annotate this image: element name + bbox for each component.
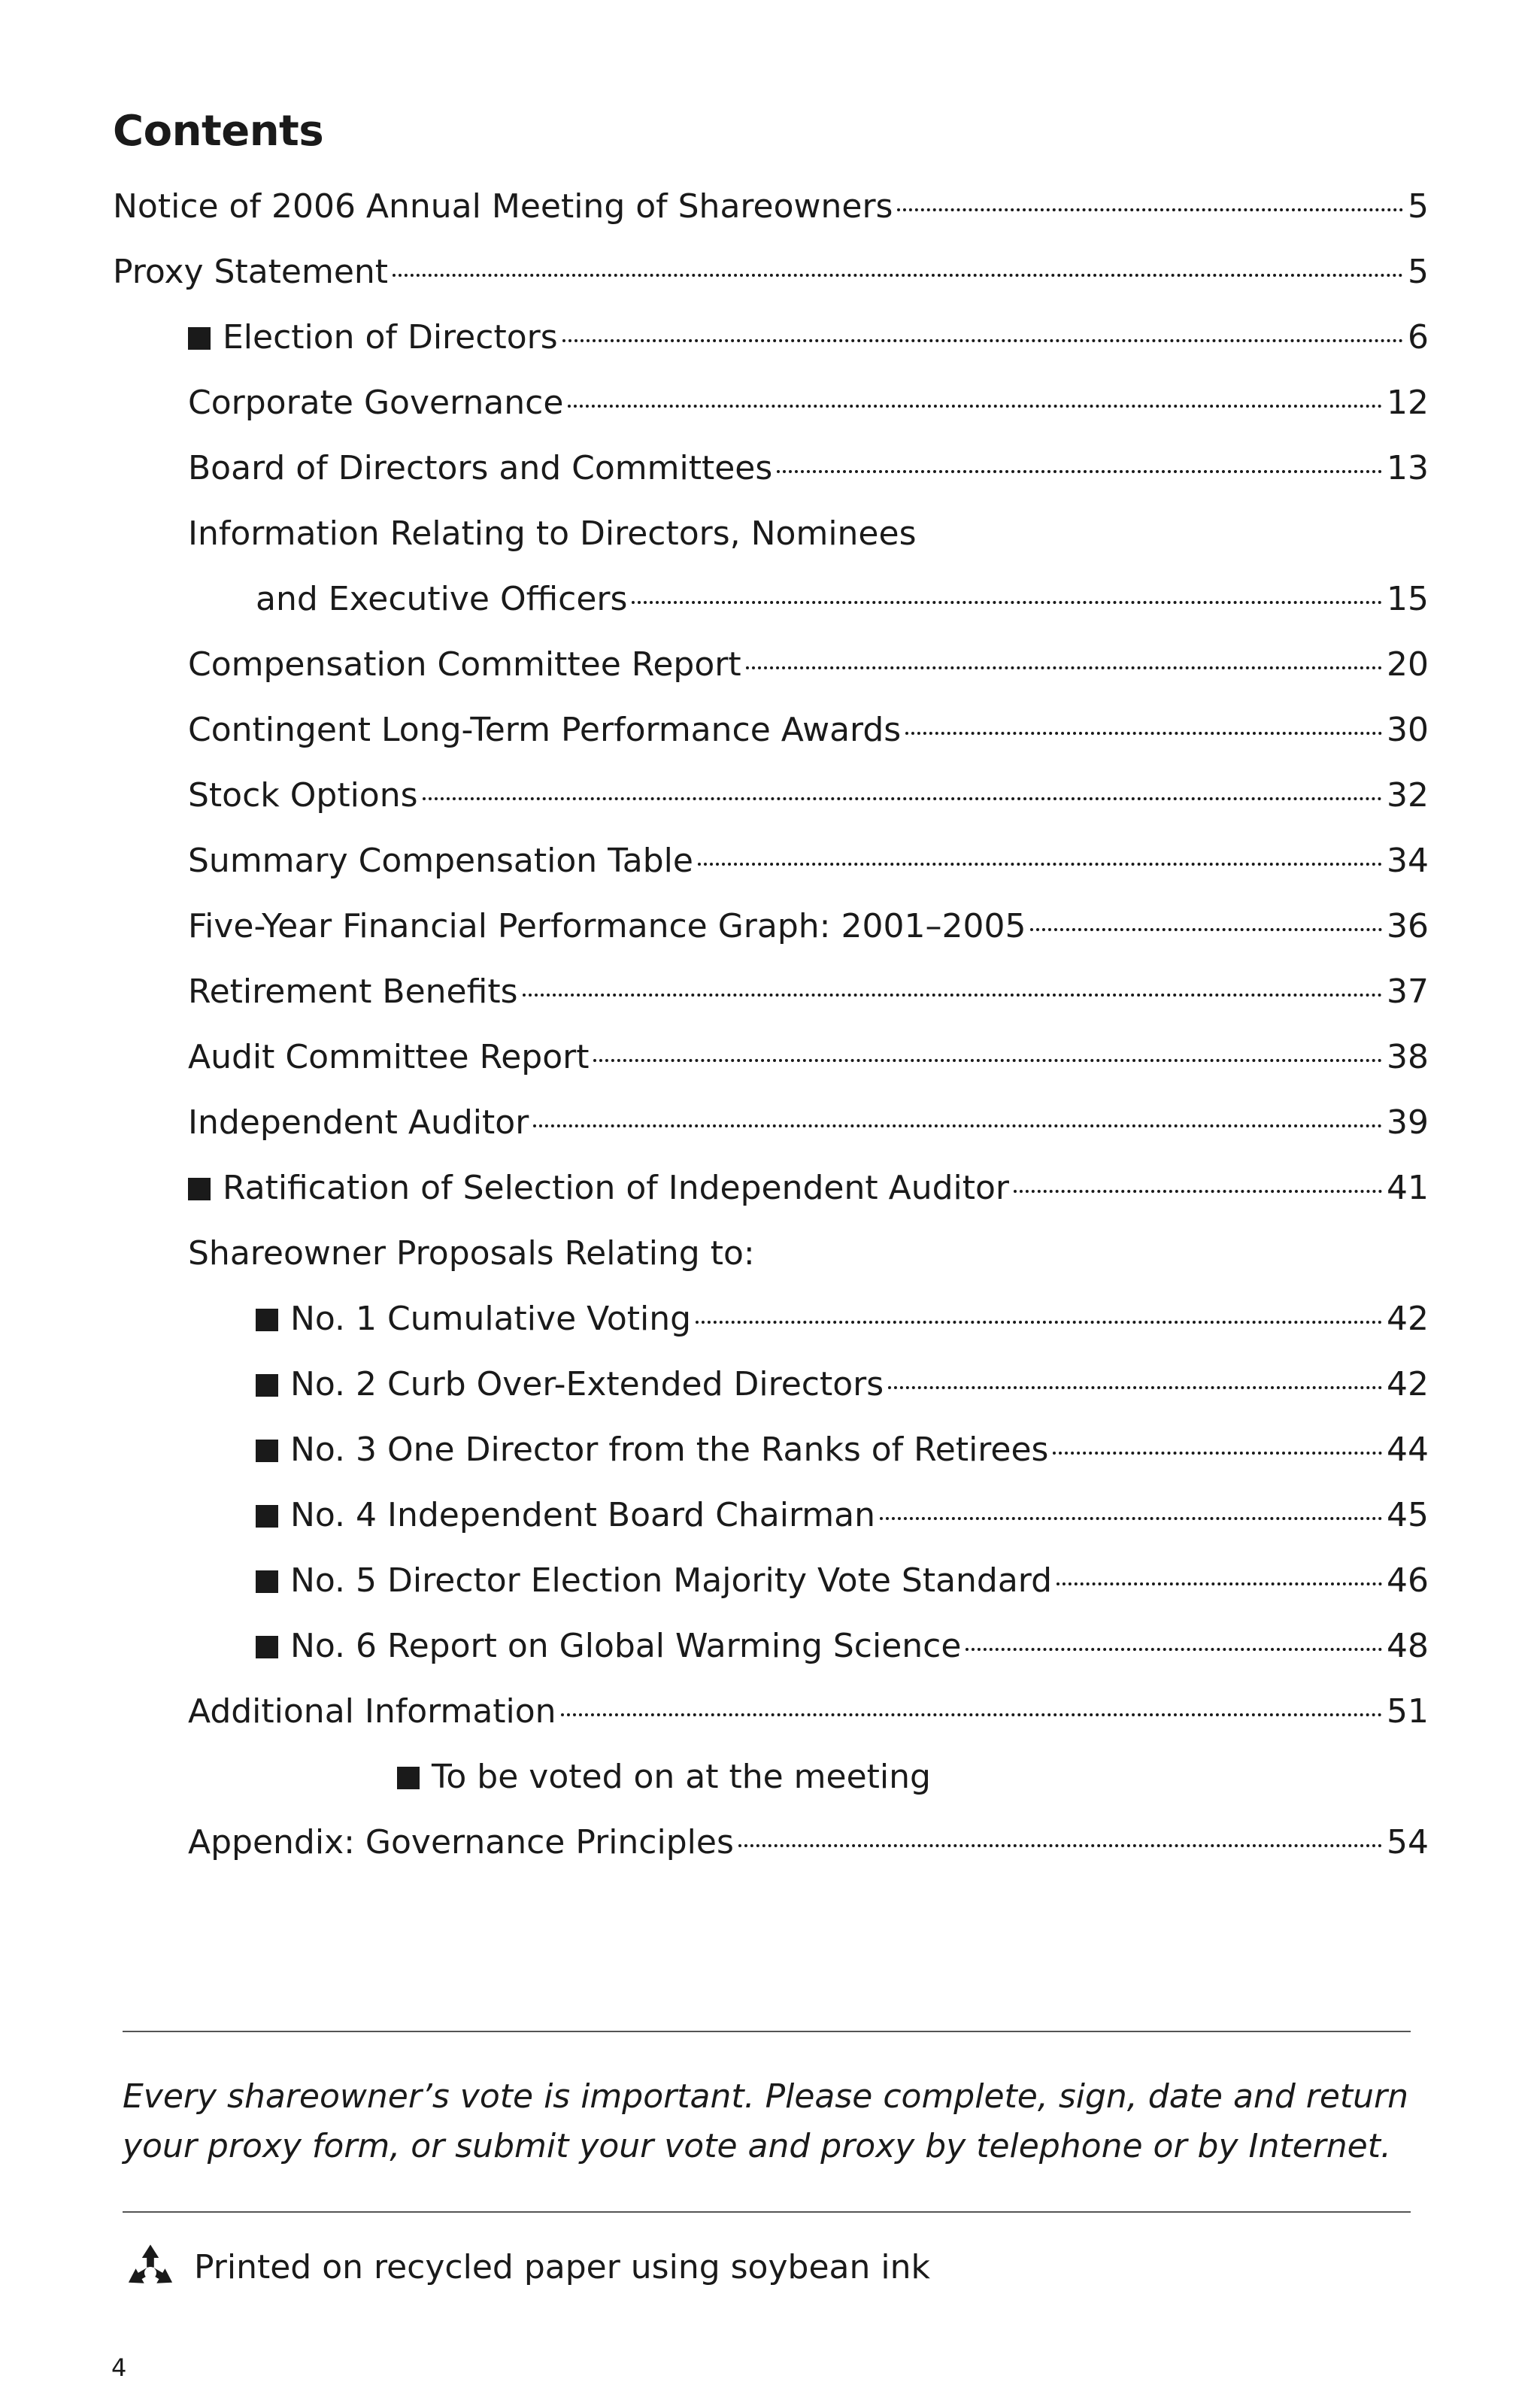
toc-entry-page: 41 xyxy=(1387,1169,1429,1207)
toc-entry-label: Retirement Benefits xyxy=(188,972,518,1011)
toc-entry[interactable] xyxy=(256,1489,1429,1542)
toc-entry-label: No. 4 Independent Board Chairman xyxy=(290,1496,876,1534)
recycle-icon xyxy=(120,2240,180,2300)
toc-entry-label: Independent Auditor xyxy=(188,1103,529,1142)
square-bullet-icon xyxy=(188,327,211,350)
toc-entry-label: Board of Directors and Committees xyxy=(188,449,773,487)
toc-entry-page: 42 xyxy=(1387,1365,1429,1403)
square-bullet-icon xyxy=(397,1767,420,1789)
toc-entry[interactable] xyxy=(188,1816,1429,1869)
toc-entry-label: No. 3 One Director from the Ranks of Retirees xyxy=(290,1431,1049,1469)
toc-entry-label: Contingent Long-Term Performance Awards xyxy=(188,711,902,749)
dot-leader xyxy=(905,732,1382,735)
toc-entry-label: Audit Committee Report xyxy=(188,1038,590,1076)
toc-entry-page: 12 xyxy=(1387,384,1429,422)
toc-entry-label: Proxy Statement xyxy=(113,253,389,291)
toc-entry[interactable] xyxy=(188,704,1429,757)
recycled-paper-note: Printed on recycled paper using soybean ink xyxy=(194,2248,930,2286)
dot-leader xyxy=(696,1321,1382,1324)
toc-entry[interactable] xyxy=(113,246,1429,299)
toc-entry-page: 5 xyxy=(1408,187,1429,226)
toc-entry-page: 42 xyxy=(1387,1300,1429,1338)
square-bullet-icon xyxy=(256,1636,278,1658)
toc-entry[interactable] xyxy=(113,181,1429,233)
toc-entry[interactable] xyxy=(256,1293,1429,1346)
toc-entry[interactable] xyxy=(188,639,1429,691)
toc-entry[interactable] xyxy=(256,1620,1429,1673)
toc-entry-label: Five-Year Financial Performance Graph: 2001–2005 xyxy=(188,907,1026,945)
toc-entry-page: 34 xyxy=(1387,842,1429,880)
page-title: Contents xyxy=(113,107,324,156)
toc-entry[interactable] xyxy=(256,1358,1429,1411)
toc-entry[interactable] xyxy=(188,1685,1429,1738)
vote-notice xyxy=(123,2072,1416,2171)
toc-entry[interactable] xyxy=(256,573,1429,626)
toc-entry xyxy=(188,1227,1429,1280)
toc-entry[interactable] xyxy=(256,1555,1429,1607)
toc-entry[interactable] xyxy=(188,311,1429,364)
toc-entry[interactable] xyxy=(188,1097,1429,1149)
toc-entry xyxy=(188,508,1429,560)
toc-entry-page: 38 xyxy=(1387,1038,1429,1076)
toc-entry-label: No. 2 Curb Over-Extended Directors xyxy=(290,1365,884,1403)
toc-entry-label: Summary Compensation Table xyxy=(188,842,693,880)
toc-entry-label: Corporate Governance xyxy=(188,384,564,422)
dot-leader xyxy=(523,994,1383,997)
toc-entry-page: 44 xyxy=(1387,1431,1429,1469)
toc-entry[interactable] xyxy=(188,769,1429,822)
toc-entry[interactable] xyxy=(188,377,1429,429)
dot-leader xyxy=(562,339,1403,342)
dot-leader xyxy=(593,1059,1382,1062)
toc-entry-label: Notice of 2006 Annual Meeting of Shareowners xyxy=(113,187,893,226)
square-bullet-icon xyxy=(256,1309,278,1331)
toc-entry-page: 20 xyxy=(1387,645,1429,684)
square-bullet-icon xyxy=(256,1505,278,1528)
toc-entry-page: 39 xyxy=(1387,1103,1429,1142)
dot-leader xyxy=(966,1648,1382,1651)
toc-entry-label: Additional Information xyxy=(188,1692,556,1731)
dot-leader xyxy=(888,1386,1382,1389)
toc-entry-label: No. 5 Director Election Majority Vote Standard xyxy=(290,1561,1053,1600)
toc-entry-page: 46 xyxy=(1387,1561,1429,1600)
dot-leader xyxy=(897,208,1403,211)
toc-entry-label: Information Relating to Directors, Nominees xyxy=(188,514,917,553)
toc-entry-label: Compensation Committee Report xyxy=(188,645,741,684)
legend-note-text: To be voted on at the meeting xyxy=(432,1758,931,1796)
dot-leader xyxy=(1056,1582,1382,1585)
dot-leader xyxy=(738,1844,1382,1847)
toc-entry-label: Shareowner Proposals Relating to: xyxy=(188,1234,755,1273)
legend-note xyxy=(397,1751,931,1804)
toc-entry[interactable] xyxy=(188,966,1429,1018)
toc-entry-page: 32 xyxy=(1387,776,1429,815)
divider-bottom xyxy=(123,2211,1411,2213)
toc-entry-page: 30 xyxy=(1387,711,1429,749)
toc-entry[interactable] xyxy=(188,1031,1429,1084)
toc-entry-page: 48 xyxy=(1387,1627,1429,1665)
toc-entry-page: 51 xyxy=(1387,1692,1429,1731)
square-bullet-icon xyxy=(256,1374,278,1397)
dot-leader xyxy=(1014,1190,1382,1193)
toc-entry-label: Stock Options xyxy=(188,776,418,815)
toc-entry-page: 37 xyxy=(1387,972,1429,1011)
toc-entry-page: 45 xyxy=(1387,1496,1429,1534)
dot-leader xyxy=(880,1517,1382,1520)
dot-leader xyxy=(568,405,1382,408)
toc-entry-page: 6 xyxy=(1408,318,1429,357)
dot-leader xyxy=(746,666,1382,669)
toc-entry-page: 5 xyxy=(1408,253,1429,291)
toc-entry[interactable] xyxy=(188,442,1429,495)
toc-entry-page: 15 xyxy=(1387,580,1429,618)
divider-top xyxy=(123,2031,1411,2032)
toc-entry[interactable] xyxy=(188,1162,1429,1215)
vote-notice-line: Every shareowner’s vote is important. Please complete, sign, date and return xyxy=(123,2077,1409,2116)
dot-leader xyxy=(698,863,1382,866)
vote-notice-line: your proxy form, or submit your vote and proxy by telephone or by Internet. xyxy=(123,2127,1391,2165)
toc-entry-label: No. 6 Report on Global Warming Science xyxy=(290,1627,962,1665)
toc-entry-page: 36 xyxy=(1387,907,1429,945)
dot-leader xyxy=(423,797,1382,800)
square-bullet-icon xyxy=(256,1440,278,1462)
dot-leader xyxy=(1053,1452,1382,1455)
toc-entry-label: Election of Directors xyxy=(223,318,558,357)
dot-leader xyxy=(561,1713,1382,1716)
dot-leader xyxy=(533,1124,1382,1127)
dot-leader xyxy=(632,601,1382,604)
toc-entry-label: and Executive Officers xyxy=(256,580,628,618)
square-bullet-icon xyxy=(188,1178,211,1200)
dot-leader xyxy=(1030,928,1382,931)
page-number: 4 xyxy=(111,2353,127,2382)
toc-entry-label: Ratification of Selection of Independent Auditor xyxy=(223,1169,1010,1207)
toc-entry-label: No. 1 Cumulative Voting xyxy=(290,1300,692,1338)
dot-leader xyxy=(393,274,1403,277)
square-bullet-icon xyxy=(256,1570,278,1593)
toc-entry-page: 54 xyxy=(1387,1823,1429,1861)
toc-entry-page: 13 xyxy=(1387,449,1429,487)
toc-entry[interactable] xyxy=(188,900,1429,953)
toc-entry[interactable] xyxy=(188,835,1429,887)
dot-leader xyxy=(777,470,1382,473)
toc-entry[interactable] xyxy=(256,1424,1429,1476)
toc-entry-label: Appendix: Governance Principles xyxy=(188,1823,734,1861)
